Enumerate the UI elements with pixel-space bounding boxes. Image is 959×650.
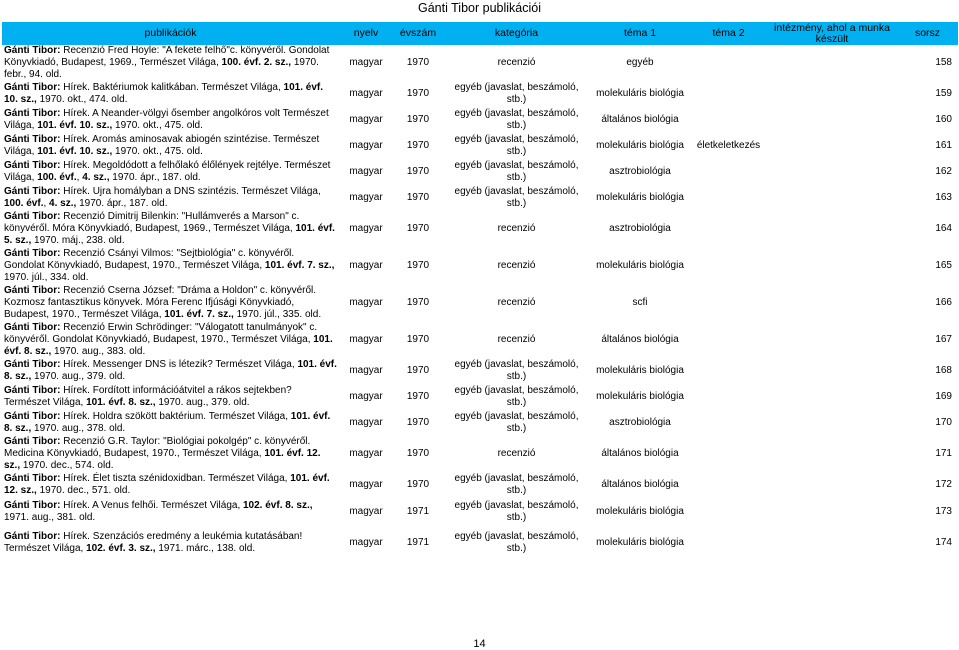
serial-number-cell: 162 (935, 166, 952, 177)
year-cell: 1970 (406, 223, 430, 234)
category-cell: egyéb (javaslat, beszámoló, stb.) (454, 385, 579, 408)
institution-cell (767, 410, 897, 436)
header-institution: intézmény, ahol a munka készült (767, 22, 897, 45)
serial-number-cell: 174 (935, 537, 952, 548)
publication-cell: Gánti Tibor: Hírek. Aromás aminosavak abiogén szintézise. Természet Világa, 101. évf. 10. sz., 1970. okt., 475. old. (4, 134, 320, 157)
institution-cell (767, 107, 897, 133)
year-cell: 1970 (406, 88, 430, 99)
table-row (2, 410, 958, 436)
topic-1-cell: általános biológia (601, 114, 679, 125)
topic-1-cell: molekuláris biológia (596, 391, 684, 402)
publication-cell: Gánti Tibor: Recenzió Erwin Schrödinger: "Válogatott tanulmányok" c. könyvéről. Gondolat Könyvkiadó, Budapest, 1970., Természet Világa, 101. évf. 8. sz., 1970. aug., 383. old. (4, 321, 333, 357)
serial-number-cell: 163 (935, 192, 952, 203)
topic-2-cell (690, 45, 767, 81)
serial-number-cell: 164 (935, 223, 952, 234)
header-year: évszám (393, 22, 443, 45)
language-cell: magyar (349, 57, 383, 68)
publication-cell: Gánti Tibor: Hírek. Ujra homályban a DNS szintézis. Természet Világa, 100. évf., 4. sz., 1970. ápr., 187. old. (4, 186, 321, 209)
table-row (2, 321, 958, 358)
year-cell: 1970 (406, 114, 430, 125)
page-title: Gánti Tibor publikációi (418, 1, 541, 15)
serial-number-cell: 173 (935, 506, 952, 517)
serial-number-cell: 159 (935, 88, 952, 99)
language-cell: magyar (349, 192, 383, 203)
header-category: kategória (443, 22, 590, 45)
language-cell: magyar (349, 417, 383, 428)
publication-cell: Gánti Tibor: Recenzió Csányi Vilmos: "Sejtbiológia" c. könyvéről. Gondolat Könyvkiadó, Budapest, 1970., Természet Világa, 101. évf. 7. sz., 1970. júl., 334. old. (4, 247, 335, 283)
category-cell: egyéb (javaslat, beszámoló, stb.) (454, 359, 579, 382)
table-row (2, 358, 958, 384)
topic-1-cell: molekuláris biológia (596, 140, 684, 151)
serial-number-cell: 172 (935, 479, 952, 490)
topic-1-cell: molekuláris biológia (596, 192, 684, 203)
publication-cell: Gánti Tibor: Recenzió Cserna József: "Dráma a Holdon" c. könyvéről. Kozmosz fantasztikus könyvek. Móra Ferenc Ifjúsági Könyvkiadó, Budapest, 1970., Természet Világa, 101. évf. 7. sz., 1970. júl., 335. old. (4, 284, 322, 320)
publication-cell: Gánti Tibor: Recenzió Dimitrij Bilenkin: "Hullámverés a Marson" c. könyvéről. Móra Könyvkiadó, Budapest, 1969., Természet Világa, 101. évf. 5. sz., 1970. máj., 238. old. (4, 211, 335, 246)
category-cell: egyéb (javaslat, beszámoló, stb.) (454, 160, 579, 183)
topic-1-cell: molekuláris biológia (596, 506, 684, 517)
year-cell: 1971 (406, 537, 430, 548)
institution-cell (767, 358, 897, 384)
publication-cell: Gánti Tibor: Hírek. A Neander-völgyi ősember angolkóros volt Természet Világa, 101. évf. 10. sz., 1970. okt., 475. old. (4, 108, 329, 131)
topic-1-cell: egyéb (626, 57, 654, 68)
table-row (2, 107, 958, 133)
category-cell: recenzió (497, 333, 536, 345)
category-cell: recenzió (497, 259, 536, 271)
year-cell: 1970 (406, 166, 430, 177)
institution-cell (767, 284, 897, 321)
language-cell: magyar (349, 365, 383, 376)
topic-2-cell (690, 284, 767, 321)
topic-2-cell (690, 472, 767, 498)
year-cell: 1970 (406, 333, 430, 345)
institution-cell (767, 526, 897, 560)
category-cell: egyéb (javaslat, beszámoló, stb.) (454, 411, 579, 434)
institution-cell (767, 159, 897, 185)
institution-cell (767, 211, 897, 247)
table-row (2, 133, 958, 159)
institution-cell (767, 81, 897, 107)
category-cell: egyéb (javaslat, beszámoló, stb.) (454, 186, 579, 209)
institution-cell (767, 247, 897, 284)
topic-2-cell (690, 211, 767, 247)
institution-cell (767, 384, 897, 410)
table-row (2, 247, 958, 284)
serial-number-cell: 158 (935, 57, 952, 68)
page-number: 14 (473, 638, 486, 650)
topic-1-cell: scfi (632, 296, 648, 308)
serial-number-cell: 165 (935, 259, 952, 271)
language-cell: magyar (349, 448, 383, 459)
institution-cell (767, 321, 897, 358)
table-row (2, 185, 958, 211)
serial-number-cell: 160 (935, 114, 952, 125)
category-cell: egyéb (javaslat, beszámoló, stb.) (454, 500, 579, 523)
table-row (2, 472, 958, 498)
publication-cell: Gánti Tibor: Hírek. A Venus felhői. Természet Világa, 102. évf. 8. sz., 1971. aug., 381. old. (4, 500, 313, 523)
header-language: nyelv (339, 22, 393, 45)
publication-cell: Gánti Tibor: Hírek. Holdra szökött baktérium. Természet Világa, 101. évf. 8. sz., 1970. aug., 378. old. (4, 411, 331, 434)
topic-2-cell (690, 321, 767, 358)
publication-cell: Gánti Tibor: Recenzió G.R. Taylor: "Biológiai pokolgép" c. könyvéről. Medicina Könyvkiadó, Budapest, 1970., Természet Világa, 101. évf. 12. sz., 1970. dec., 574. old. (4, 436, 321, 471)
header-serial-number: sorsz (897, 22, 958, 45)
year-cell: 1970 (406, 391, 430, 402)
language-cell: magyar (349, 506, 383, 517)
publication-cell: Gánti Tibor: Hírek. Messenger DNS is létezik? Természet Világa, 101. évf. 8. sz., 1970. aug., 379. old. (4, 359, 337, 382)
year-cell: 1970 (406, 192, 430, 203)
topic-2-cell (690, 436, 767, 472)
category-cell: recenzió (497, 223, 536, 234)
topic-1-cell: általános biológia (601, 448, 679, 459)
year-cell: 1970 (406, 365, 430, 376)
institution-cell (767, 45, 897, 81)
table-header-row (2, 22, 958, 45)
institution-cell (767, 133, 897, 159)
year-cell: 1970 (406, 259, 430, 271)
institution-cell (767, 436, 897, 472)
header-publications: publikációk (2, 22, 339, 45)
publication-cell: Gánti Tibor: Hírek. Szenzációs eredmény a leukémia kutatásában! Természet Világa, 102. évf. 3. sz., 1971. márc., 138. old. (4, 531, 303, 554)
institution-cell (767, 498, 897, 526)
serial-number-cell: 171 (935, 448, 952, 459)
topic-1-cell: asztrobiológia (609, 417, 671, 428)
topic-1-cell: általános biológia (601, 479, 679, 490)
category-cell: recenzió (497, 296, 536, 308)
table-row (2, 526, 958, 560)
language-cell: magyar (349, 479, 383, 490)
year-cell: 1970 (406, 57, 430, 68)
year-cell: 1970 (406, 479, 430, 490)
category-cell: egyéb (javaslat, beszámoló, stb.) (454, 531, 579, 554)
publication-cell: Gánti Tibor: Hírek. Fordított információátvitel a rákos sejtekben? Természet Világa, 101. évf. 8. sz., 1970. aug., 379. old. (4, 385, 292, 408)
publication-cell: Gánti Tibor: Hírek. Élet tiszta szénidoxidban. Természet Világa, 101. évf. 12. sz., 1970. dec., 571. old. (4, 473, 330, 496)
year-cell: 1970 (406, 296, 430, 308)
language-cell: magyar (349, 223, 383, 234)
publication-cell: Gánti Tibor: Recenzió Fred Hoyle: "A fekete felhő"c. könyvéről. Gondolat Könyvkiadó, Budapest, 1969., Természet Világa, 100. évf. 2. sz., 1970. febr., 94. old. (4, 45, 330, 80)
topic-2-cell (690, 247, 767, 284)
serial-number-cell: 169 (935, 391, 952, 402)
category-cell: recenzió (497, 57, 536, 68)
topic-1-cell: asztrobiológia (609, 223, 671, 234)
topic-2-cell (690, 81, 767, 107)
serial-number-cell: 170 (935, 417, 952, 428)
table-row (2, 159, 958, 185)
topic-2-cell (690, 159, 767, 185)
topic-2-cell (690, 384, 767, 410)
table-row (2, 45, 958, 81)
table-row (2, 498, 958, 526)
serial-number-cell: 161 (935, 140, 952, 151)
serial-number-cell: 167 (935, 333, 952, 345)
category-cell: egyéb (javaslat, beszámoló, stb.) (454, 108, 579, 131)
language-cell: magyar (349, 166, 383, 177)
category-cell: egyéb (javaslat, beszámoló, stb.) (454, 82, 579, 105)
year-cell: 1970 (406, 417, 430, 428)
topic-1-cell: molekuláris biológia (596, 259, 684, 271)
language-cell: magyar (349, 296, 383, 308)
serial-number-cell: 166 (935, 296, 952, 308)
year-cell: 1970 (406, 448, 430, 459)
topic-1-cell: molekuláris biológia (596, 88, 684, 99)
header-topic-1: téma 1 (590, 22, 690, 45)
topic-1-cell: általános biológia (601, 333, 679, 345)
language-cell: magyar (349, 537, 383, 548)
table-row (2, 436, 958, 472)
language-cell: magyar (349, 259, 383, 271)
topic-1-cell: molekuláris biológia (596, 365, 684, 376)
topic-2-cell (690, 526, 767, 560)
institution-cell (767, 185, 897, 211)
header-topic-2: téma 2 (690, 22, 767, 45)
table-row (2, 384, 958, 410)
topic-2-cell (690, 185, 767, 211)
table-row (2, 284, 958, 321)
category-cell: egyéb (javaslat, beszámoló, stb.) (454, 473, 579, 496)
table-row (2, 211, 958, 247)
topic-2-cell: életkeletkezés (696, 140, 761, 151)
year-cell: 1971 (406, 506, 430, 517)
topic-1-cell: molekuláris biológia (596, 537, 684, 548)
language-cell: magyar (349, 140, 383, 151)
institution-cell (767, 472, 897, 498)
topic-2-cell (690, 107, 767, 133)
topic-2-cell (690, 410, 767, 436)
topic-1-cell: asztrobiológia (609, 166, 671, 177)
publication-cell: Gánti Tibor: Hírek. Baktériumok kalitkában. Természet Világa, 101. évf. 10. sz., 1970. okt., 474. old. (4, 82, 324, 105)
topic-2-cell (690, 498, 767, 526)
topic-2-cell (690, 358, 767, 384)
language-cell: magyar (349, 391, 383, 402)
category-cell: egyéb (javaslat, beszámoló, stb.) (454, 134, 579, 157)
language-cell: magyar (349, 88, 383, 99)
publication-cell: Gánti Tibor: Hírek. Megoldódott a felhőlakó élőlények rejtélye. Természet Világa, 100. évf., 4. sz., 1970. ápr., 187. old. (4, 160, 331, 183)
category-cell: recenzió (497, 448, 536, 459)
serial-number-cell: 168 (935, 365, 952, 376)
language-cell: magyar (349, 333, 383, 345)
language-cell: magyar (349, 114, 383, 125)
table-row (2, 81, 958, 107)
publications-table (2, 22, 958, 560)
year-cell: 1970 (406, 140, 430, 151)
